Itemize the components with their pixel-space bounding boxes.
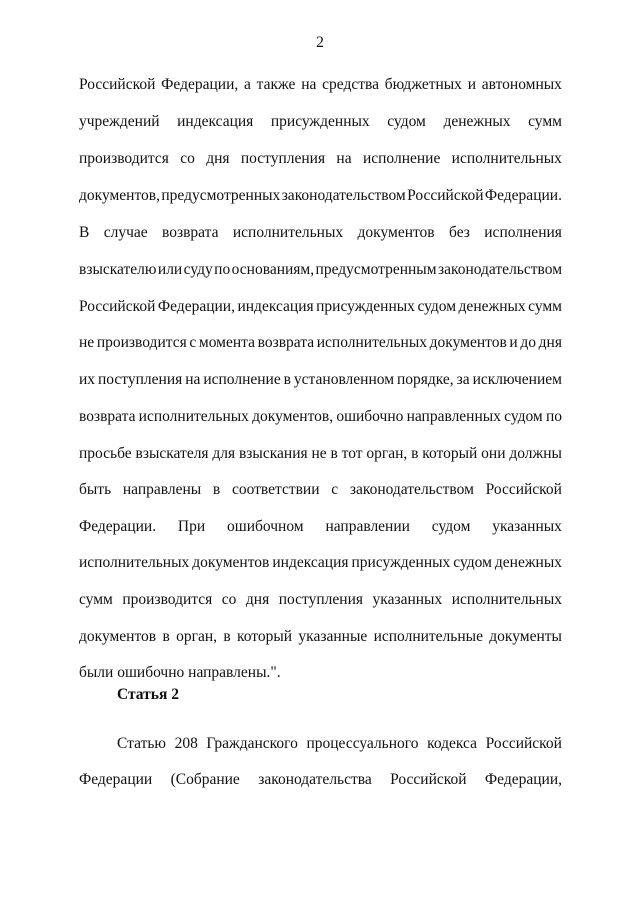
body-text-line: Федерации. При ошибочном направлении судом указанных — [79, 518, 562, 535]
body-text-line: возврата исполнительных документов, ошибочно направленных судом по — [79, 408, 562, 425]
body-text-line: производится со дня поступления на исполнение исполнительных — [79, 150, 562, 167]
body-text-line: Российской Федерации, индексация присужденных судом денежных сумм — [79, 298, 562, 315]
article-heading: Статья 2 — [117, 686, 179, 703]
body-text-line: быть направлены в соответствии с законодательством Российской — [79, 481, 562, 498]
body-text-line: исполнительных документов индексация присужденных судом денежных — [79, 554, 562, 571]
page-number: 2 — [316, 34, 324, 51]
body-text-line: не производится с момента возврата исполнительных документов и до дня — [79, 334, 562, 351]
body-text-line: учреждений индексация присужденных судом денежных сумм — [79, 113, 562, 130]
body-text-line: просьбе взыскателя для взыскания не в тот орган, в который они должны — [79, 445, 562, 462]
body-text-line: документов в орган, в который указанные исполнительные документы — [79, 628, 562, 645]
body-text-line: были ошибочно направлены.". — [79, 664, 281, 681]
body-text-line: взыскателю или суду по основаниям, предусмотренным законодательством — [79, 261, 562, 278]
body-text-line: их поступления на исполнение в установленном порядке, за исключением — [79, 371, 562, 388]
body-text-line: документов, предусмотренных законодательством Российской Федерации. — [79, 187, 562, 204]
body-text-line: сумм производится со дня поступления указанных исполнительных — [79, 591, 562, 608]
article-text-line: Федерации (Собрание законодательства Российской Федерации, — [79, 771, 562, 788]
body-text-line: В случае возврата исполнительных документов без исполнения — [79, 224, 562, 241]
article-text-line: Статью 208 Гражданского процессуального кодекса Российской — [117, 735, 562, 752]
body-text-line: Российской Федерации, а также на средства бюджетных и автономных — [79, 76, 562, 93]
